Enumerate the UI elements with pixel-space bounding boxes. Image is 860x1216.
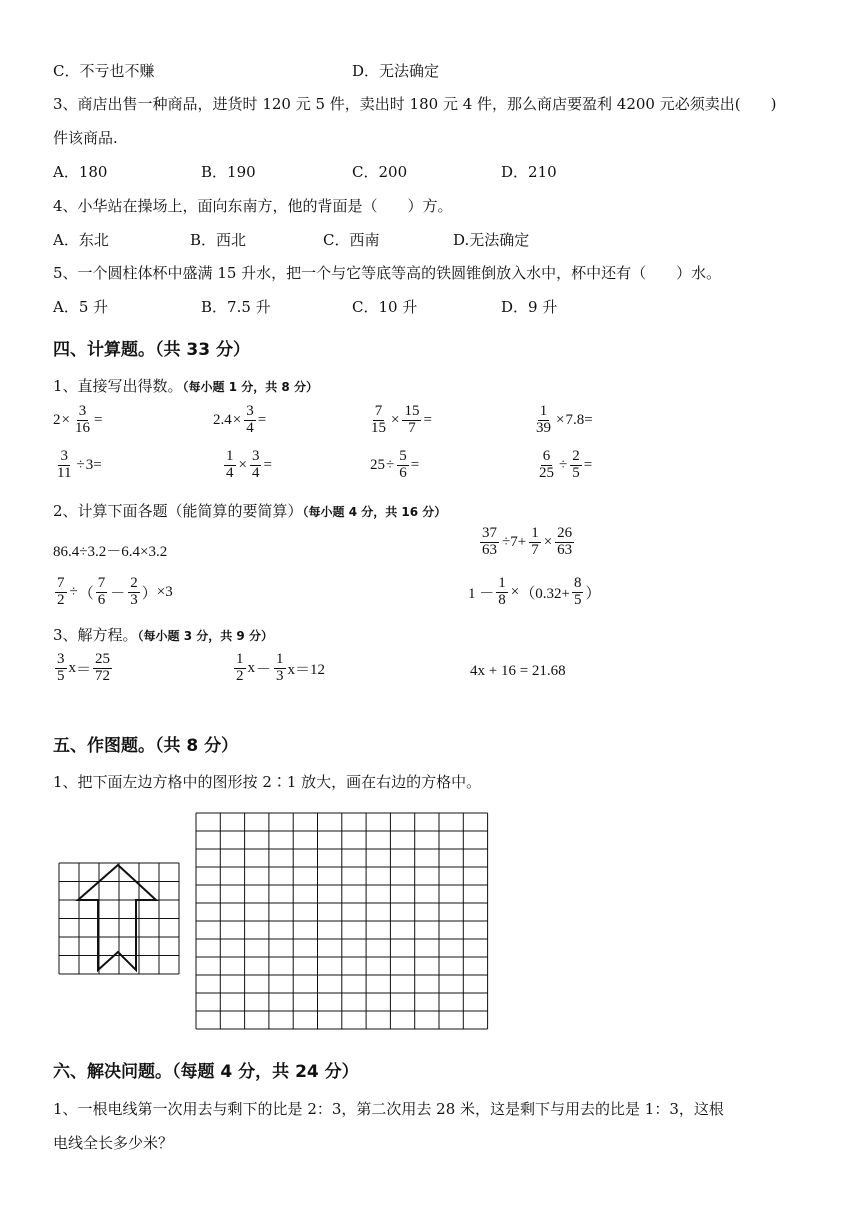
section4-p1-note: （每小题 1 分，共 8 分） (182, 380, 318, 394)
q5-option-c: C．10 升 (352, 298, 418, 316)
section4-p1-heading (53, 375, 318, 396)
section4-p3-note: （每小题 3 分，共 9 分） (137, 629, 273, 643)
section4-p2-note: （每小题 4 分，共 16 分） (302, 505, 447, 519)
equation-2: $\frac{1}{2}$ x － $\frac{1}{3}$ x＝12 (236, 651, 326, 684)
q4-option-c: C．西南 (323, 231, 380, 249)
q4-text: 4、小华站在操场上，面向东南方，他的背面是（ ）方。 (53, 197, 453, 215)
calc2-e1: 86.4÷3.2－6.4×3.2 (53, 544, 168, 560)
calc2-e2: $\frac{37}{63}$ ÷7+ $\frac{1}{7}$ × $\frac{26}{63}$ (482, 525, 573, 558)
section6-p1-line1: 1、一根电线第一次用去与剩下的比是 2：3，第二次用去 28 米，这是剩下与用去的比是 1：3，这根 (53, 1100, 724, 1118)
calc-3: $\frac{7}{15}$ × $\frac{15}{7}$ = (371, 403, 432, 436)
section4-p3-heading (53, 624, 273, 645)
calc2-e4: 1 － $\frac{1}{8}$ × （0.32+ $\frac{8}{5}$ ） (468, 575, 601, 608)
calc-4: $\frac{1}{39}$ × 7.8 = (536, 403, 593, 436)
q2-option-d: D．无法确定 (352, 62, 440, 80)
calc-2: 2.4 × $\frac{3}{4}$ = (213, 403, 267, 436)
q3-option-b: B．190 (201, 163, 256, 181)
section4-p2-heading (53, 500, 446, 521)
equation-1: $\frac{3}{5}$ x ＝ $\frac{25}{72}$ (57, 651, 111, 684)
section6-title: 六、解决问题。（每题 4 分，共 24 分） (53, 1062, 359, 1082)
section4-p1-title: 1、直接写出得数。 (53, 377, 183, 395)
small-grid-with-arrow (58, 862, 180, 976)
section4-title: 四、计算题。（共 33 分） (53, 340, 250, 360)
q3-option-d: D．210 (501, 163, 557, 181)
q5-option-b: B．7.5 升 (201, 298, 271, 316)
q3-text-line2: 件该商品. (53, 129, 118, 147)
calc-7: 25 ÷ $\frac{5}{6}$ = (370, 448, 420, 481)
section4-p3-title: 3、解方程。 (53, 626, 138, 644)
q4-option-b: B．西北 (190, 231, 247, 249)
calc2-e3: $\frac{7}{2}$ ÷ （ $\frac{7}{6}$ － $\frac{2}{3}$ ） ×3 (57, 575, 173, 608)
q3-option-c: C．200 (352, 163, 408, 181)
q5-text: 5、一个圆柱体杯中盛满 15 升水，把一个与它等底等高的铁圆锥倒放入水中，杯中还有（ ）水。 (53, 264, 722, 282)
section6-p1-line2: 电线全长多少米？ (53, 1134, 174, 1152)
q3-option-a: A．180 (53, 163, 108, 181)
q3-text-line1: 3、商店出售一种商品，进货时 120 元 5 件，卖出时 180 元 4 件，那么商店要盈利 4200 元必须卖出( ) (53, 95, 777, 113)
q4-option-a: A．东北 (53, 231, 109, 249)
large-grid (195, 812, 495, 1034)
q5-option-a: A．5 升 (53, 298, 109, 316)
calc-8: $\frac{6}{25}$ ÷ $\frac{2}{5}$ = (539, 448, 593, 481)
q5-option-d: D．9 升 (501, 298, 558, 316)
q4-option-d: D.无法确定 (453, 231, 530, 249)
equation-3: 4x + 16 = 21.68 (470, 663, 566, 679)
arrow-shape (78, 865, 156, 970)
section5-p1: 1、把下面左边方格中的图形按 2∶1 放大，画在右边的方格中。 (53, 773, 482, 791)
section5-title: 五、作图题。（共 8 分） (53, 736, 239, 756)
q2-option-c: C．不亏也不赚 (53, 62, 155, 80)
calc-1: 2 × $\frac{3}{16}$ = (53, 403, 103, 436)
calc-5: $\frac{3}{11}$ ÷ 3 = (57, 448, 102, 481)
section4-p2-title: 2、计算下面各题（能简算的要简算） (53, 502, 303, 520)
calc-6: $\frac{1}{4}$ × $\frac{3}{4}$ = (226, 448, 272, 481)
